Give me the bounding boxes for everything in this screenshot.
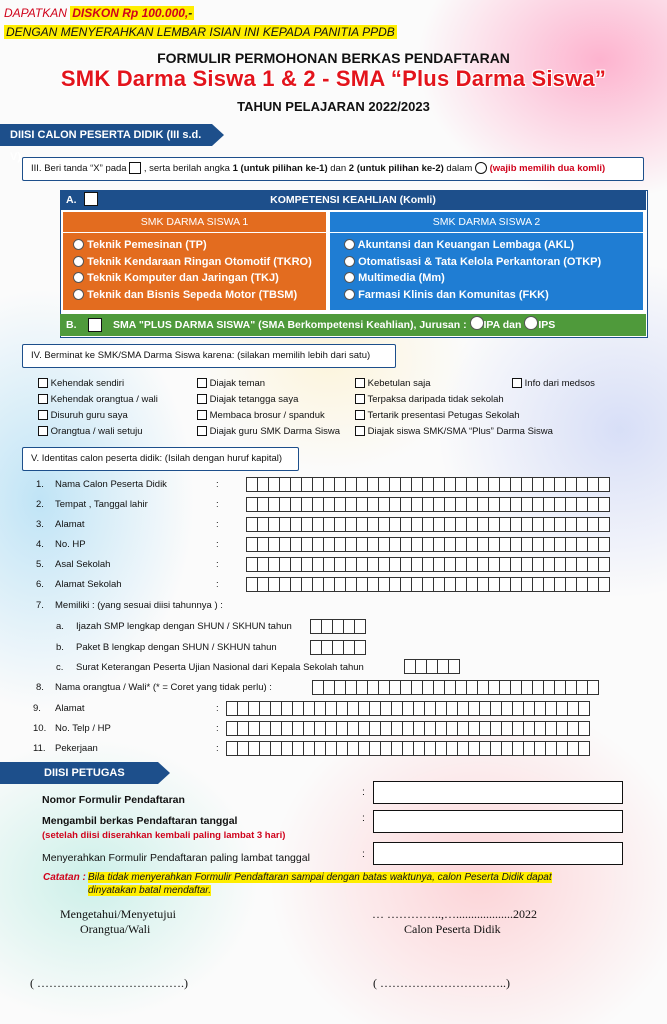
ips-label: IPS xyxy=(538,319,556,331)
ipa-label: IPA dan xyxy=(483,319,522,331)
option-circle-icon[interactable] xyxy=(73,272,84,283)
field-label: Nama Calon Peserta Didik xyxy=(55,479,167,490)
field-label: Alamat Sekolah xyxy=(55,579,122,590)
char-grid[interactable] xyxy=(312,680,598,695)
reason-item[interactable] xyxy=(197,408,340,424)
form-title: FORMULIR PERMOHONAN BERKAS PENDAFTARAN xyxy=(157,50,510,66)
reason-checkbox[interactable] xyxy=(355,410,365,420)
s3-bold-2: 2 (untuk pilihan ke-2) xyxy=(348,163,444,174)
reason-label: Membaca brosur / spanduk xyxy=(209,410,325,421)
char-grid[interactable] xyxy=(246,517,609,532)
promo-discount-line xyxy=(4,6,194,20)
petugas-colon: : xyxy=(362,786,365,798)
reason-item[interactable] xyxy=(38,408,158,424)
smk2-option-label: Akuntansi dan Keuangan Lembaga (AKL) xyxy=(357,239,575,251)
komli-b-checkbox[interactable] xyxy=(88,318,102,332)
reason-checkbox[interactable] xyxy=(38,394,48,404)
reason-col-1 xyxy=(38,376,158,440)
reason-item[interactable] xyxy=(197,424,340,440)
komli-title: KOMPETENSI KEAHLIAN (Komli) xyxy=(270,194,436,206)
promo-discount: DISKON Rp 100.000, xyxy=(72,6,189,20)
sign-right-role: Calon Peserta Didik xyxy=(404,922,501,936)
reason-label: Kehendak sendiri xyxy=(50,378,125,389)
smk1-option-label: Teknik Pemesinan (TP) xyxy=(87,239,207,251)
reason-label: Disuruh guru saya xyxy=(50,410,128,421)
field-label: Alamat xyxy=(55,519,85,530)
smk1-option-label: Teknik dan Bisnis Sepeda Motor (TBSM) xyxy=(87,288,298,301)
field-colon: : xyxy=(216,519,219,530)
char-grid[interactable] xyxy=(226,721,589,736)
school-title: SMK Darma Siswa 1 & 2 - SMA “Plus Darma Siswa” xyxy=(60,66,607,91)
s3-bold-1: 1 (untuk pilihan ke-1) xyxy=(232,163,328,174)
catatan-line-1: Bila tidak menyerahkan Formulir Pendaftaran sampai dengan batas waktunya, calon Peserta Didik dapat xyxy=(88,872,552,883)
reason-checkbox[interactable] xyxy=(197,426,207,436)
field-colon: : xyxy=(216,539,219,550)
sign-right-date: … …………..,…...................2022 xyxy=(372,907,537,921)
char-grid[interactable] xyxy=(246,557,609,572)
year-grid-7a[interactable] xyxy=(310,619,365,634)
field-7a-num: a. xyxy=(56,621,64,632)
reason-label: Diajak tetangga saya xyxy=(209,394,299,405)
field-label: No. Telp / HP xyxy=(55,723,111,734)
option-circle-icon[interactable] xyxy=(73,256,84,267)
reason-checkbox[interactable] xyxy=(38,410,48,420)
smk2-option-label: Otomatisasi & Tata Kelola Perkantoran (OTKP) xyxy=(358,255,602,268)
s3-text-4: dalam xyxy=(446,163,473,174)
smk1-option[interactable] xyxy=(73,237,326,254)
reason-checkbox[interactable] xyxy=(38,426,48,436)
reason-item[interactable] xyxy=(38,424,158,440)
char-grid[interactable] xyxy=(226,741,589,756)
field-7c-label: Surat Keterangan Peserta Ujian Nasional dari Kepala Sekolah tahun xyxy=(76,662,364,673)
field-num: 5. xyxy=(36,559,44,570)
option-circle-icon[interactable] xyxy=(73,289,84,300)
reason-item[interactable] xyxy=(197,392,340,408)
year-grid-7b[interactable] xyxy=(310,640,365,655)
reason-checkbox[interactable] xyxy=(355,378,365,388)
petugas-menyerahkan-label: Menyerahkan Formulir Pendaftaran paling lambat tanggal xyxy=(42,852,310,864)
section-candidate-title: DIISI CALON PESERTA DIDIK (III s.d. V) xyxy=(10,129,202,163)
reason-checkbox[interactable] xyxy=(197,378,207,388)
catatan-text xyxy=(88,872,552,896)
nomor-formulir-field[interactable] xyxy=(373,781,623,804)
option-circle-icon[interactable] xyxy=(344,289,355,300)
ips-circle-icon[interactable] xyxy=(524,316,538,330)
smk2-title: SMK DARMA SISWA 2 xyxy=(330,212,643,233)
reason-checkbox[interactable] xyxy=(355,394,365,404)
field-num: 1. xyxy=(36,479,44,490)
promo-prefix: DAPATKAN xyxy=(4,6,71,20)
field-7b-label: Paket B lengkap dengan SHUN / SKHUN tahun xyxy=(76,642,277,653)
char-grid[interactable] xyxy=(226,701,589,716)
reason-checkbox[interactable] xyxy=(355,426,365,436)
field-7b-num: b. xyxy=(56,642,64,653)
smk2-list xyxy=(330,233,643,303)
reason-item[interactable] xyxy=(355,392,553,408)
char-grid[interactable] xyxy=(246,537,609,552)
petugas-mengambil-label: Mengambil berkas Pendaftaran tanggal xyxy=(42,815,238,827)
field-7a-label: Ijazah SMP lengkap dengan SHUN / SKHUN tahun xyxy=(76,621,292,632)
petugas-colon: : xyxy=(362,812,365,824)
petugas-mengambil-note: (setelah diisi diserahkan kembali paling lambat 3 hari) xyxy=(42,830,286,841)
reason-item[interactable] xyxy=(355,424,553,440)
example-checkbox-icon xyxy=(129,162,141,174)
field-num: 6. xyxy=(36,579,44,590)
s3-text-1: III. Beri tanda “X” pada xyxy=(31,163,127,174)
smk1-panel xyxy=(63,212,326,310)
reason-label: Kehendak orangtua / wali xyxy=(50,394,158,405)
field-7-label: Memiliki : (yang sesuai diisi tahunnya ) : xyxy=(55,600,223,611)
tanggal-ambil-field[interactable] xyxy=(373,810,623,833)
field-num: 9. xyxy=(33,703,41,714)
komli-a-label: A. xyxy=(66,194,77,206)
section5-title: V. Identitas calon peserta didik: (Isilah dengan huruf kapital) xyxy=(22,447,299,471)
field-num: 11. xyxy=(33,743,46,754)
reason-label: Tertarik presentasi Petugas Sekolah xyxy=(367,410,520,421)
section3-instruction xyxy=(22,157,644,181)
smk1-option[interactable] xyxy=(73,287,326,304)
option-circle-icon[interactable] xyxy=(344,239,355,250)
char-grid[interactable] xyxy=(246,577,609,592)
reason-col-2 xyxy=(197,376,340,440)
reason-item[interactable] xyxy=(197,376,340,392)
ipa-circle-icon[interactable] xyxy=(470,316,484,330)
reason-label: Diajak teman xyxy=(209,378,266,389)
field-colon: : xyxy=(216,559,219,570)
field-num: 10. xyxy=(33,723,47,734)
catatan-line-2: dinyatakan batal mendaftar. xyxy=(88,885,212,896)
petugas-band xyxy=(0,762,158,784)
field-label: Tempat , Tanggal lahir xyxy=(55,499,148,510)
field-num: 4. xyxy=(36,539,44,550)
example-circle-icon xyxy=(475,162,487,174)
smk2-option[interactable] xyxy=(344,237,643,254)
komli-header xyxy=(60,190,646,210)
field-label: Alamat xyxy=(55,703,85,714)
promo-instruction: DENGAN MENYERAHKAN LEMBAR ISIAN INI KEPADA PANITIA PPDB xyxy=(6,25,395,39)
reason-checkbox[interactable] xyxy=(197,410,207,420)
field-colon: : xyxy=(216,703,219,714)
smk1-title: SMK DARMA SISWA 1 xyxy=(63,212,326,233)
sign-right-name-line[interactable]: ( …………………………..) xyxy=(373,976,510,990)
smk1-option-label: Teknik Komputer dan Jaringan (TKJ) xyxy=(87,272,279,284)
smk2-option-label: Multimedia (Mm) xyxy=(358,272,445,284)
sign-left-line1: Mengetahui/Menyetujui xyxy=(60,907,176,921)
reason-label: Info dari medsos xyxy=(524,378,595,389)
s3-text-3: dan xyxy=(330,163,347,174)
reason-item[interactable] xyxy=(38,392,158,408)
field-colon: : xyxy=(216,499,219,510)
s3-text-2: , serta berilah angka xyxy=(143,163,230,174)
academic-year: TAHUN PELAJARAN 2022/2023 xyxy=(237,99,430,114)
field-num: 3. xyxy=(36,519,44,530)
field-num: 2. xyxy=(36,499,44,510)
sign-left-name-line[interactable]: ( ……………………………….) xyxy=(30,976,188,990)
field-label: Nama orangtua / Wali* (* = Coret yang tidak perlu) : xyxy=(55,682,272,693)
reason-checkbox[interactable] xyxy=(197,394,207,404)
petugas-colon: : xyxy=(362,848,365,860)
smk2-option[interactable] xyxy=(344,254,643,271)
petugas-title: DIISI PETUGAS xyxy=(44,767,125,779)
petugas-nomor-label: Nomor Formulir Pendaftaran xyxy=(42,794,185,806)
field-colon: : xyxy=(216,723,219,734)
sma-text xyxy=(113,314,555,336)
field-7-num: 7. xyxy=(36,600,44,611)
reason-checkbox[interactable] xyxy=(512,378,522,388)
smk2-panel xyxy=(330,212,643,310)
option-circle-icon[interactable] xyxy=(73,239,84,250)
field-label: No. HP xyxy=(55,539,86,550)
field-label: Asal Sekolah xyxy=(55,559,111,570)
sign-left-line2: Orangtua/Wali xyxy=(80,922,151,936)
smk1-list xyxy=(63,233,326,303)
reason-checkbox[interactable] xyxy=(38,378,48,388)
reason-item[interactable] xyxy=(512,376,595,392)
year-grid-7c[interactable] xyxy=(404,659,459,674)
field-num: 8. xyxy=(36,682,44,693)
char-grid[interactable] xyxy=(246,477,609,492)
field-colon: : xyxy=(216,743,219,754)
field-7c-num: c. xyxy=(56,662,64,673)
field-colon: : xyxy=(216,579,219,590)
option-circle-icon[interactable] xyxy=(344,272,355,283)
promo-suffix: - xyxy=(188,6,193,20)
reason-label: Diajak siswa SMK/SMA “Plus” Darma Siswa xyxy=(367,426,553,437)
tanggal-serah-field[interactable] xyxy=(373,842,623,865)
smk1-option[interactable] xyxy=(73,270,326,287)
s3-required-note: (wajib memilih dua komli) xyxy=(489,163,606,174)
reason-label: Diajak guru SMK Darma Siswa xyxy=(209,426,341,437)
reason-item[interactable] xyxy=(38,376,158,392)
smk2-option[interactable] xyxy=(344,287,643,304)
field-label: Pekerjaan xyxy=(55,743,98,754)
reason-label: Kebetulan saja xyxy=(367,378,431,389)
section-candidate-band xyxy=(0,124,212,163)
reason-col-4 xyxy=(512,376,595,392)
smk2-option-label: Farmasi Klinis dan Komunitas (FKK) xyxy=(358,288,549,301)
field-colon: : xyxy=(216,479,219,490)
sma-row xyxy=(60,314,646,336)
char-grid[interactable] xyxy=(246,497,609,512)
smk1-option[interactable] xyxy=(73,254,326,271)
section4-title: IV. Berminat ke SMK/SMA Darma Siswa karena: (silakan memilih lebih dari satu) xyxy=(22,344,396,368)
komli-b-label: B. xyxy=(66,319,77,331)
smk1-option-label: Teknik Kendaraan Ringan Otomotif (TKRO) xyxy=(87,255,312,268)
reason-item[interactable] xyxy=(355,408,553,424)
catatan-label: Catatan : xyxy=(43,872,86,883)
reason-label: Terpaksa daripada tidak sekolah xyxy=(367,394,504,405)
reason-label: Orangtua / wali setuju xyxy=(50,426,143,437)
option-circle-icon[interactable] xyxy=(344,256,355,267)
sma-label: SMA "PLUS DARMA SISWA" (SMA Berkompetensi Keahlian), Jurusan : xyxy=(113,319,467,331)
smk2-option[interactable] xyxy=(344,270,643,287)
